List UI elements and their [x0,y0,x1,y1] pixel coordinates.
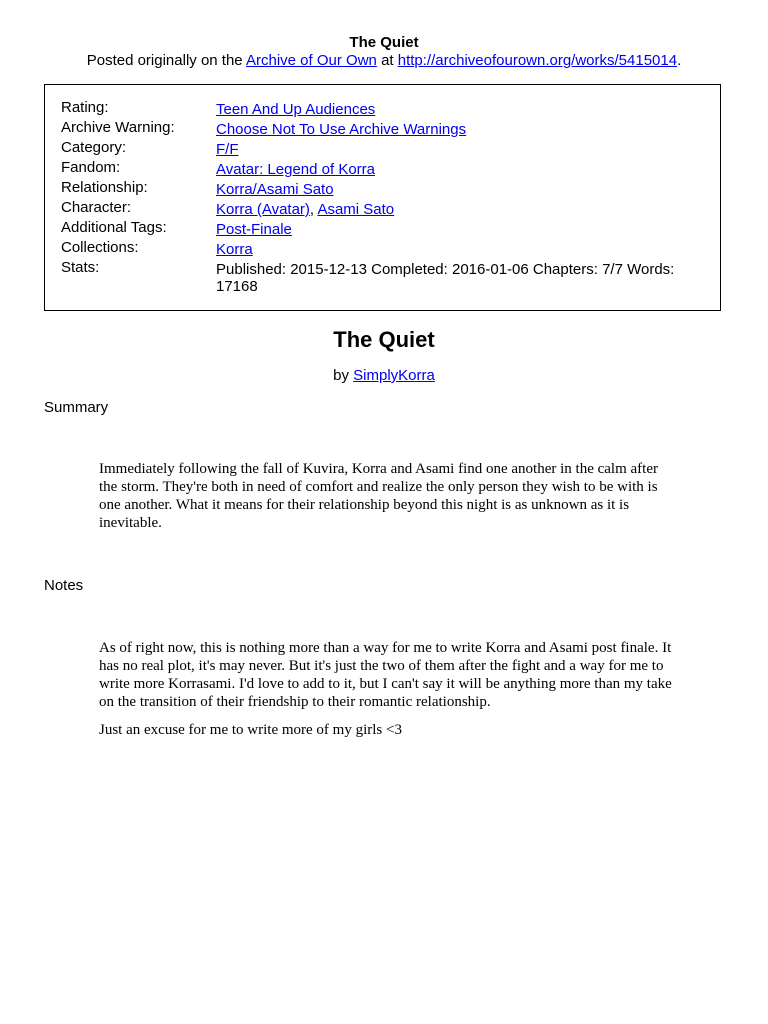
notes-paragraph-1: As of right now, this is nothing more than a way for me to write Korra and Asami post finale. It has no real plot, it's may never. But it's just the two of them after the fight and a way for me to write more Korrasami. I'd love to add to it, but I can't say it will be anything more than my take on the transition of their friendship to their romantic relationship. [99,640,672,710]
work-url-link[interactable]: http://archiveofourown.org/works/5415014 [397,52,678,69]
stats-value: Published: 2015-12-13 Completed: 2016-01-06 Chapters: 7/7 Words: 17168 [216,261,675,295]
character-separator: , [309,201,318,218]
relationship-link[interactable]: Korra/Asami Sato [216,181,334,198]
meta-label-collections: Collections: [61,239,139,256]
category-link[interactable]: F/F [216,141,239,158]
posted-line [0,52,768,69]
character-link-asami[interactable]: Asami Sato [317,201,395,218]
meta-label-relationship: Relationship: [61,179,148,196]
metadata-box [44,84,721,311]
by-text: by [333,367,349,384]
meta-label-tags: Additional Tags: [61,219,167,236]
notes-paragraph-2: Just an excuse for me to write more of my girls <3 [99,722,402,738]
meta-label-rating: Rating: [61,99,109,116]
tag-link[interactable]: Post-Finale [216,221,292,238]
posted-prefix: Posted originally on the [86,52,243,69]
period: . [677,52,682,69]
collection-link[interactable]: Korra [216,241,253,258]
summary-paragraph: Immediately following the fall of Kuvira, Korra and Asami find one another in the calm after the storm. They're both in need of comfort and realize the only person they wish to be with is one another. What it means for their relationship beyond this night is as unknown as it is inevitable. [99,461,658,531]
fandom-link[interactable]: Avatar: Legend of Korra [216,161,375,178]
document-title: The Quiet [349,34,419,51]
meta-label-warning: Archive Warning: [61,119,175,136]
summary-heading: Summary [44,399,109,416]
notes-text [99,639,674,739]
summary-text [99,460,674,532]
warning-link[interactable]: Choose Not To Use Archive Warnings [216,121,467,138]
byline [0,367,768,384]
meta-label-category: Category: [61,139,127,156]
character-link-korra[interactable]: Korra (Avatar) [216,201,310,218]
meta-label-character: Character: [61,199,132,216]
at-text: at [381,52,394,69]
meta-label-stats: Stats: [61,259,100,276]
rating-link[interactable]: Teen And Up Audiences [216,101,376,118]
author-link[interactable]: SimplyKorra [353,367,435,384]
work-title: The Quiet [333,327,435,352]
meta-label-fandom: Fandom: [61,159,121,176]
notes-heading: Notes [44,577,84,594]
archive-link[interactable]: Archive of Our Own [246,52,377,69]
